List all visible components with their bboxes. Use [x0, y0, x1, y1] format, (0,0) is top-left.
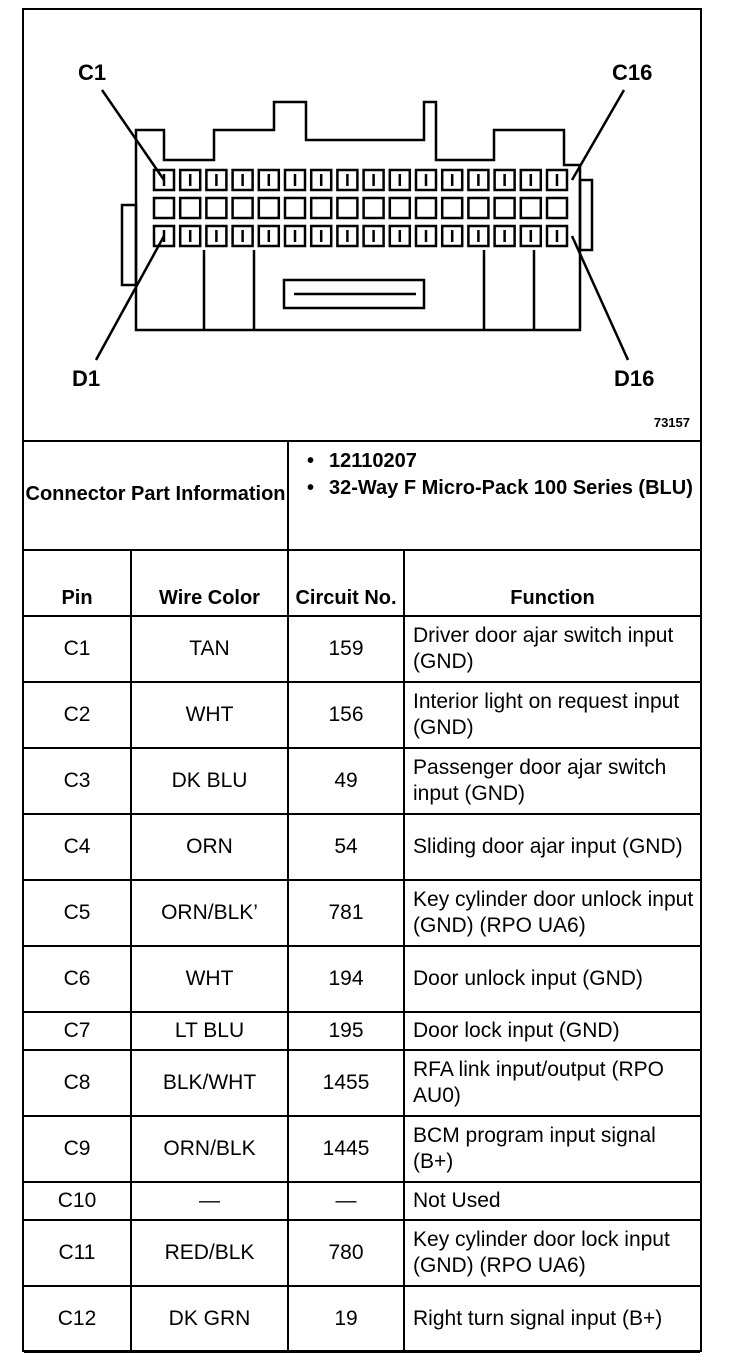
- pin-cell: C7: [24, 1012, 131, 1050]
- table-row: [24, 1116, 700, 1182]
- circuit-cell: 54: [288, 814, 404, 880]
- pin-cell: C3: [24, 748, 131, 814]
- side-latch-right: [580, 180, 592, 250]
- function-cell: Key cylinder door unlock input (GND) (RPO UA6): [404, 880, 700, 946]
- pin-cell: C4: [24, 814, 131, 880]
- pin-cavity: [337, 198, 357, 218]
- connector-drawing: [24, 10, 700, 440]
- info-item: • 32-Way F Micro-Pack 100 Series (BLU): [329, 475, 700, 502]
- function-cell: Door lock input (GND): [404, 1012, 700, 1050]
- pin-cell: C10: [24, 1182, 131, 1220]
- wire-color-cell: DK BLU: [131, 748, 288, 814]
- function-cell: Interior light on request input (GND): [404, 682, 700, 748]
- circuit-cell: 780: [288, 1220, 404, 1286]
- table-row: [24, 1286, 700, 1352]
- pin-cavity: [311, 198, 331, 218]
- circuit-cell: 19: [288, 1286, 404, 1352]
- side-latch-left: [122, 205, 136, 285]
- circuit-cell: 195: [288, 1012, 404, 1050]
- wire-color-cell: ORN/BLK’: [131, 880, 288, 946]
- table-row: [24, 682, 700, 748]
- info-item: • 12110207: [329, 448, 700, 475]
- pin-cell: C12: [24, 1286, 131, 1352]
- table-row: [24, 1050, 700, 1116]
- table-row: [24, 814, 700, 880]
- pin-cavity: [495, 198, 515, 218]
- wire-color-cell: WHT: [131, 946, 288, 1012]
- connector-diagram: [24, 10, 700, 442]
- pin-cavity: [468, 198, 488, 218]
- wire-color-cell: TAN: [131, 616, 288, 682]
- pin-cell: C6: [24, 946, 131, 1012]
- header-function: Function: [404, 550, 700, 616]
- circuit-cell: 49: [288, 748, 404, 814]
- function-cell: Passenger door ajar switch input (GND): [404, 748, 700, 814]
- leader-c16: [572, 90, 624, 180]
- wire-color-cell: RED/BLK: [131, 1220, 288, 1286]
- table-row: [24, 1220, 700, 1286]
- header-circuit: Circuit No.: [288, 550, 404, 616]
- label-c16: C16: [612, 60, 653, 85]
- header-wire-color: Wire Color: [131, 550, 288, 616]
- pin-cell: C5: [24, 880, 131, 946]
- pin-cavity: [390, 198, 410, 218]
- wire-color-cell: WHT: [131, 682, 288, 748]
- wire-color-cell: ORN: [131, 814, 288, 880]
- function-cell: BCM program input signal (B+): [404, 1116, 700, 1182]
- pin-cell: C8: [24, 1050, 131, 1116]
- circuit-cell: 1455: [288, 1050, 404, 1116]
- pin-table: [24, 440, 700, 1353]
- circuit-cell: 1445: [288, 1116, 404, 1182]
- page-frame: [22, 8, 702, 1352]
- table-row: [24, 748, 700, 814]
- pin-cavity: [442, 198, 462, 218]
- circuit-cell: 194: [288, 946, 404, 1012]
- pin-cavity: [154, 198, 174, 218]
- header-row: [24, 550, 700, 616]
- function-cell: Sliding door ajar input (GND): [404, 814, 700, 880]
- pin-cavity: [180, 198, 200, 218]
- wire-color-cell: DK GRN: [131, 1286, 288, 1352]
- wire-color-cell: BLK/WHT: [131, 1050, 288, 1116]
- label-d16: D16: [614, 366, 655, 391]
- wire-color-cell: LT BLU: [131, 1012, 288, 1050]
- header-pin: Pin: [24, 550, 131, 616]
- connector-info-list: [288, 440, 700, 550]
- circuit-cell: 156: [288, 682, 404, 748]
- circuit-cell: 781: [288, 880, 404, 946]
- wire-color-cell: ORN/BLK: [131, 1116, 288, 1182]
- pin-cavity: [206, 198, 226, 218]
- table-row: [24, 880, 700, 946]
- pin-cell: C11: [24, 1220, 131, 1286]
- label-d1: D1: [72, 366, 101, 391]
- pin-cavity: [285, 198, 305, 218]
- function-cell: Door unlock input (GND): [404, 946, 700, 1012]
- wire-color-cell: —: [131, 1182, 288, 1220]
- connector-info-title: Connector Part Information: [24, 440, 288, 550]
- table-row: [24, 616, 700, 682]
- pin-cavity: [259, 198, 279, 218]
- connector-info-row: [24, 440, 700, 550]
- leader-d1: [96, 236, 164, 360]
- function-cell: Key cylinder door lock input (GND) (RPO UA6): [404, 1220, 700, 1286]
- pin-cell: C9: [24, 1116, 131, 1182]
- label-c1: C1: [78, 60, 107, 85]
- leader-c1: [102, 90, 164, 180]
- pin-cavity: [233, 198, 253, 218]
- function-cell: Driver door ajar switch input (GND): [404, 616, 700, 682]
- table-row: [24, 1182, 700, 1220]
- table-row: [24, 1012, 700, 1050]
- function-cell: Right turn signal input (B+): [404, 1286, 700, 1352]
- pin-cavity: [416, 198, 436, 218]
- pin-cavity: [364, 198, 384, 218]
- figure-id: 73157: [653, 415, 690, 430]
- circuit-cell: 159: [288, 616, 404, 682]
- table-row: [24, 946, 700, 1012]
- pin-cavity: [521, 198, 541, 218]
- circuit-cell: —: [288, 1182, 404, 1220]
- function-cell: RFA link input/output (RPO AU0): [404, 1050, 700, 1116]
- pin-cell: C2: [24, 682, 131, 748]
- function-cell: Not Used: [404, 1182, 700, 1220]
- pin-cavity: [547, 198, 567, 218]
- pin-cell: C1: [24, 616, 131, 682]
